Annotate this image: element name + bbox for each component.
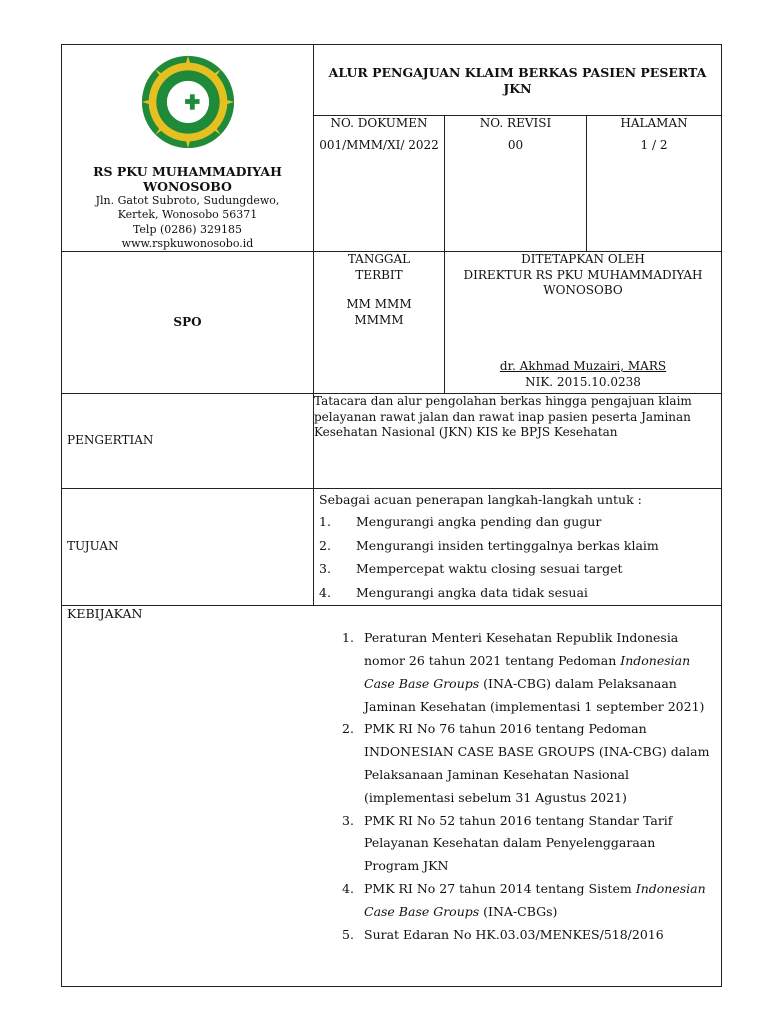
item-number: 1. [319,514,331,530]
hospital-logo-icon [140,54,236,150]
revision-value: 00 [507,138,524,153]
item-text: Mengurangi angka pending dan gugur [356,514,602,530]
hospital-phone: Telp (0286) 329185 [132,222,243,236]
pengertian-label: PENGERTIAN [62,394,314,489]
hospital-name: RS PKU MUHAMMADIYAH WONOSOBO [93,164,282,194]
item-text: PMK RI No 27 tahun 2014 tentang Sistem Indonesian Case Base Groups (INA-CBGs) [364,880,706,919]
item-text: Mengurangi insiden tertinggalnya berkas klaim [356,537,659,553]
spo-label: SPO [62,252,314,394]
item-text: Mempercepat waktu closing sesuai target [356,561,623,577]
signer-nik: NIK. 2015.10.0238 [525,374,641,389]
hospital-address-line2: Kertek, Wonosobo 56371 [117,208,258,222]
hospital-header-cell [62,45,314,252]
item-number: 1. [342,630,354,646]
page-value: 1 / 2 [640,138,668,153]
spo-document-table [61,44,722,987]
item-number: 4. [342,880,354,896]
tujuan-cell [314,489,722,606]
tujuan-intro: Sebagai acuan penerapan langkah-langkah untuk : [319,492,642,508]
signer-name: dr. Akhmad Muzairi, MARS [499,359,667,373]
item-text: PMK RI No 52 tahun 2016 tentang Standar Tarif Pelayanan Kesehatan dalam Penyelenggaraan Program JKN [364,812,673,874]
page-cell [587,115,722,251]
list-item [319,557,716,581]
approval-cell [445,252,722,394]
item-text: Peraturan Menteri Kesehatan Republik Indonesia nomor 26 tahun 2021 tentang Pedoman Indonesian Case Base Groups (INA-CBG) dalam Pelaksanaan Jaminan Kesehatan (implementasi 1 september 2021) [364,630,705,714]
list-item [319,510,716,534]
list-item [342,627,713,718]
tujuan-list [319,510,716,604]
issue-date-value: MM MMM MMMM [346,297,412,327]
tujuan-label: TUJUAN [62,489,314,606]
approved-by-label: DITETAPKAN OLEH [521,252,645,267]
doc-number-label: NO. DOKUMEN [330,115,428,130]
list-item [342,924,713,947]
list-item [342,878,713,924]
item-text: Mengurangi angka data tidak sesuai [356,584,588,600]
document-title: ALUR PENGAJUAN KLAIM BERKAS PASIEN PESERTA JKN [328,65,707,96]
item-number: 3. [342,812,354,828]
kebijakan-list [314,627,721,946]
list-item [342,810,713,878]
doc-number-value: 001/MMM/XI/ 2022 [319,138,439,153]
issue-date-label: TANGGAL TERBIT [347,252,411,282]
hospital-website: www.rspkuwonosobo.id [121,236,254,250]
revision-label: NO. REVISI [479,115,552,130]
list-item [319,534,716,558]
pengertian-text: Tatacara dan alur pengolahan berkas hingga pengajuan klaim pelayanan rawat jalan dan rawat inap pasien peserta Jaminan Kesehatan Nasional (JKN) KIS ke BPJS Kesehatan [314,394,722,489]
item-number: 2. [342,721,354,737]
item-number: 3. [319,561,331,577]
kebijakan-cell [62,606,722,987]
item-number: 5. [342,926,354,942]
item-text: Surat Edaran No HK.03.03/MENKES/518/2016 [364,926,664,942]
list-item [342,718,713,809]
doc-number-cell [314,115,445,251]
title-cell [314,45,722,116]
approver-title: DIREKTUR RS PKU MUHAMMADIYAH WONOSOBO [463,267,703,298]
kebijakan-label: KEBIJAKAN [67,606,143,622]
item-number: 2. [319,537,331,553]
page-label: HALAMAN [620,115,688,130]
hospital-address-line1: Jln. Gatot Subroto, Sudungdewo, [95,194,280,207]
revision-cell [445,115,587,251]
item-number: 4. [319,584,331,600]
item-text: PMK RI No 76 tahun 2016 tentang Pedoman INDONESIAN CASE BASE GROUPS (INA-CBG) dalam Pelaksanaan Jaminan Kesehatan Nasional (implementasi sebelum 31 Agustus 2021) [364,721,710,805]
list-item [319,581,716,605]
issue-date-cell [314,252,445,394]
